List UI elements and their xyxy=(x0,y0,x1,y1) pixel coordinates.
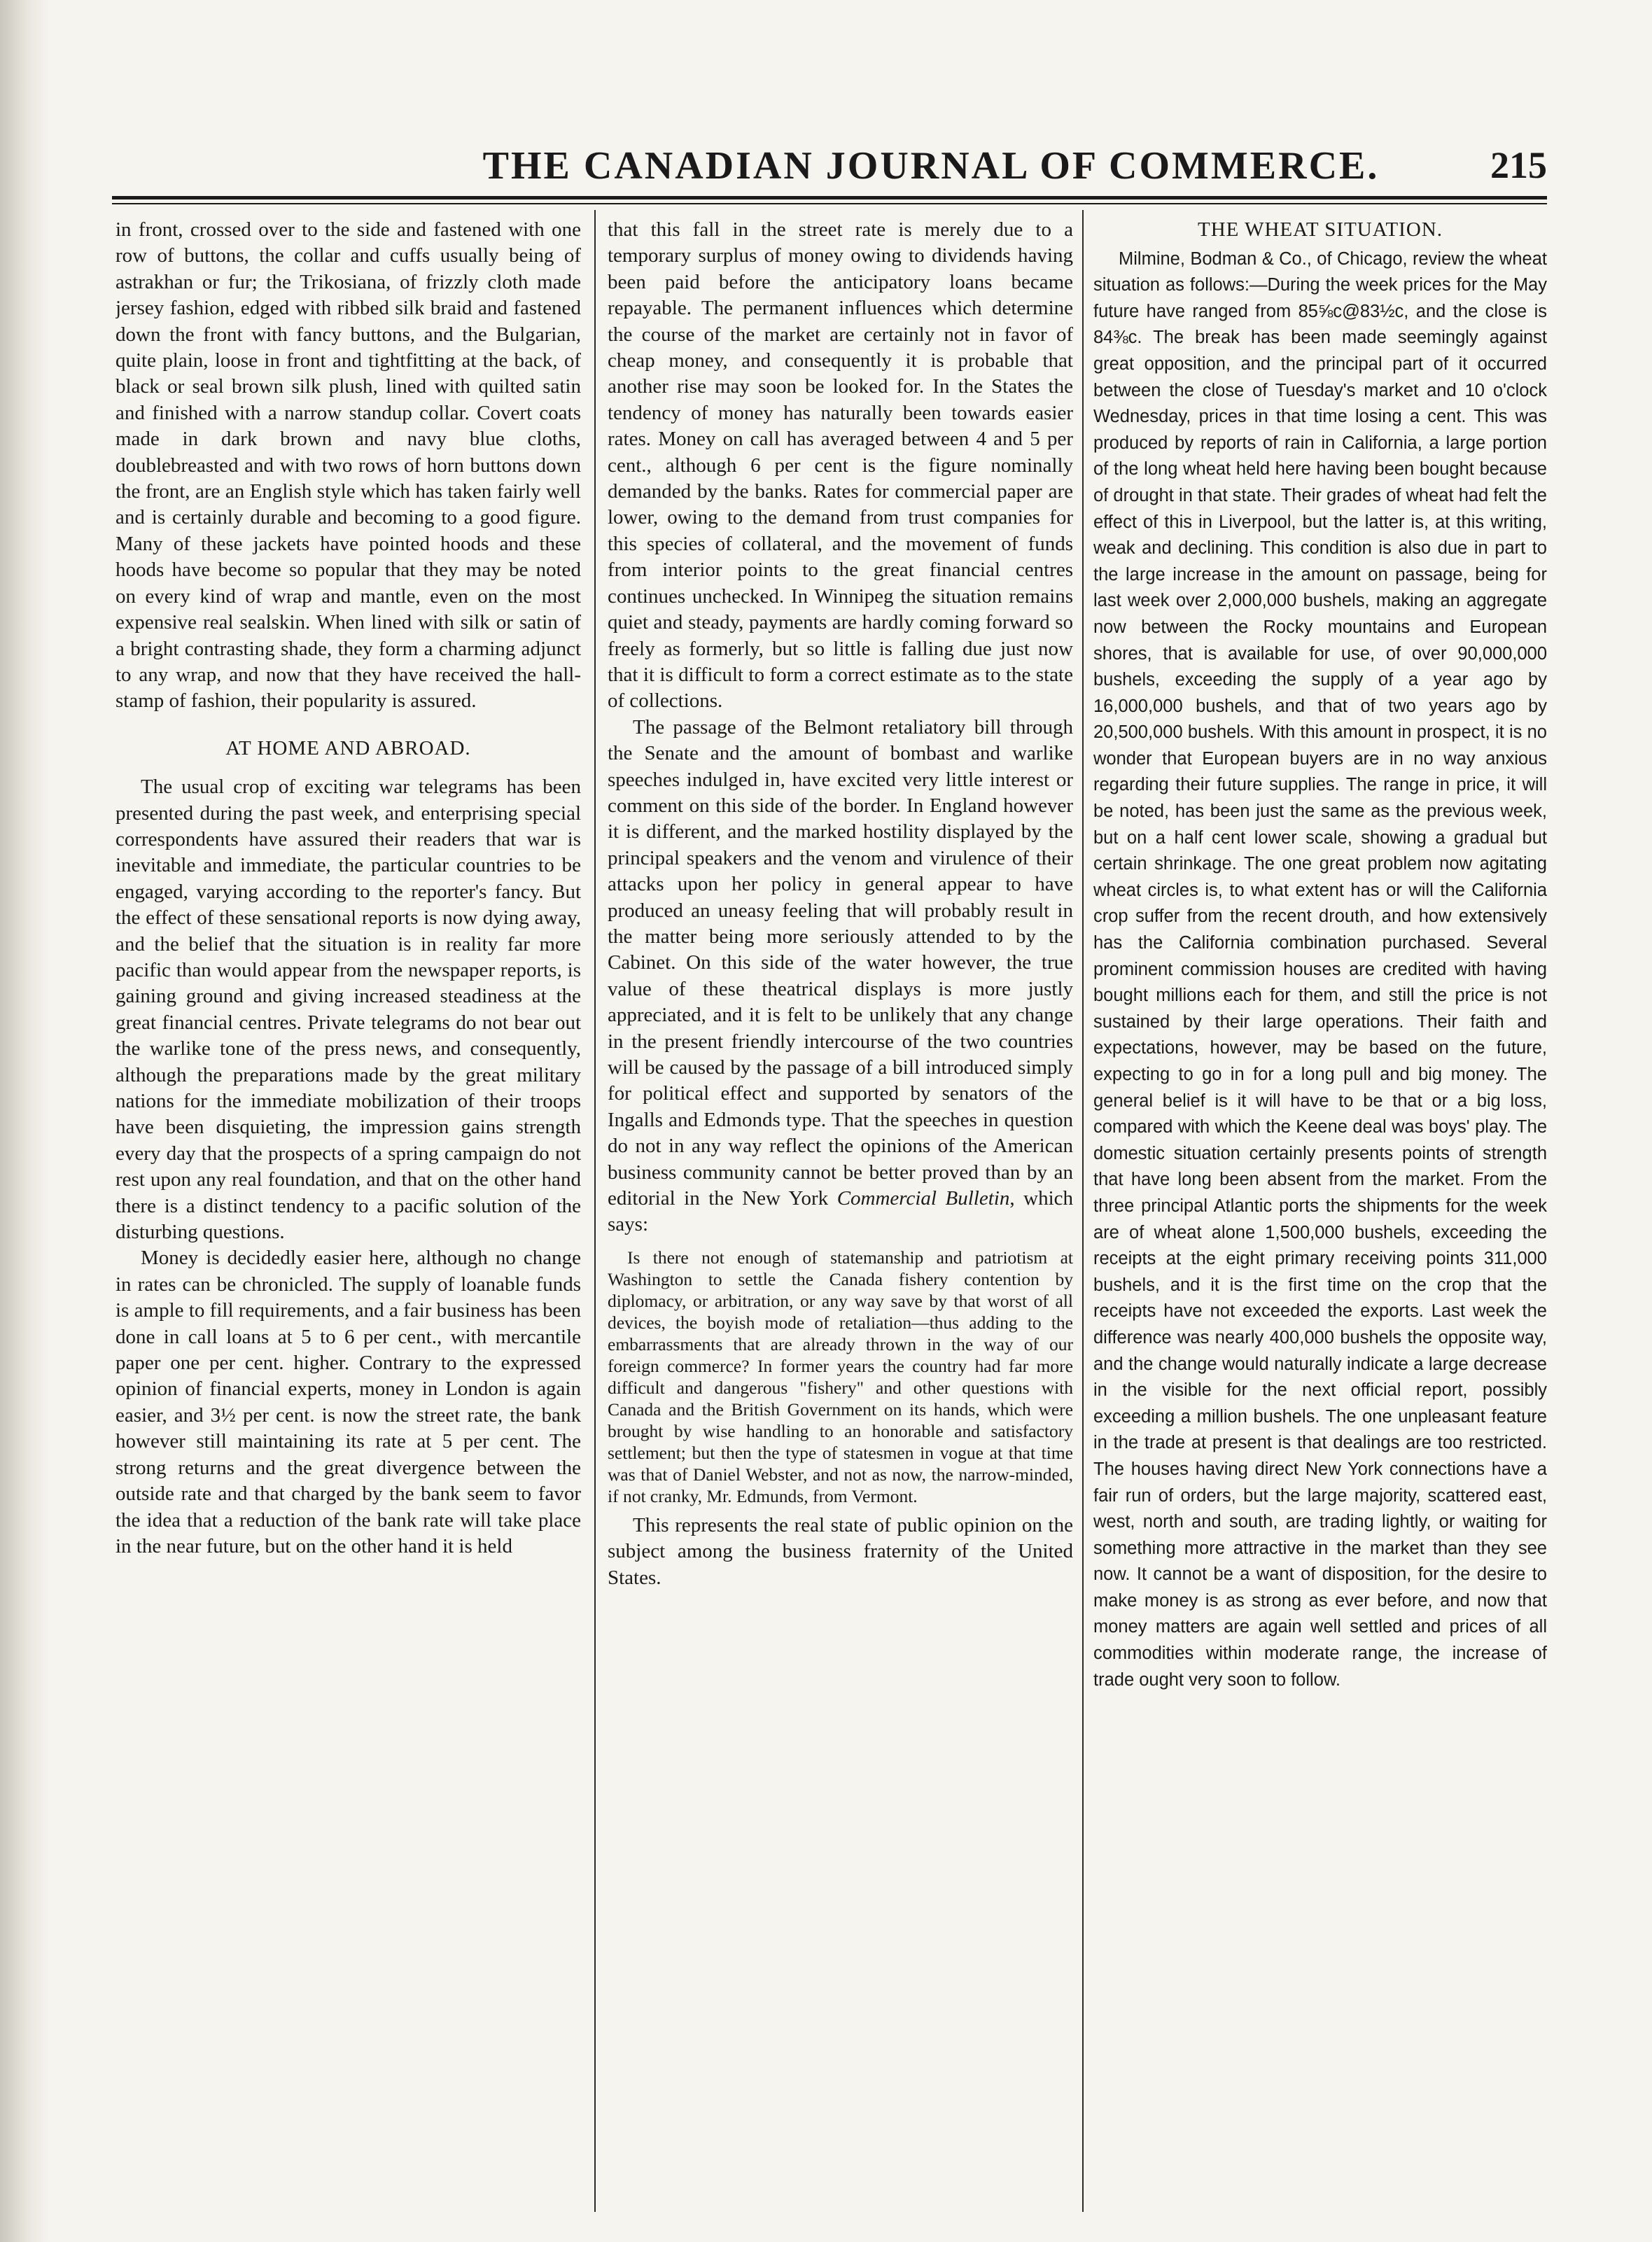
page-binding-shadow xyxy=(0,0,49,2242)
page-header xyxy=(112,143,1547,192)
page-number: 215 xyxy=(1490,144,1547,186)
column-divider-1 xyxy=(594,210,596,2212)
section-heading-wheat-situation: THE WHEAT SITUATION. xyxy=(1198,218,1443,241)
header-rule-thick xyxy=(112,196,1547,199)
column-2 xyxy=(608,217,1073,2212)
block-quote xyxy=(608,1247,1073,1507)
journal-title: THE CANADIAN JOURNAL OF COMMERCE. xyxy=(482,144,1380,188)
paragraph-text-end: , which says: xyxy=(608,1187,1073,1236)
publication-name: Commercial Bulletin xyxy=(836,1187,1010,1210)
column-3 xyxy=(1093,217,1547,2212)
article-paragraph: that this fall in the street rate is merely due to a temporary surplus of money owing to dividends having been paid before the anticipatory loans became repayable. The permanent influences which determine the course of the market are certainly not in favor of cheap money, and consequently it is probable that another rise may soon be looked for. In the States the tendency of money has naturally been towards easier rates. Money on call has averaged between 4 and 5 per cent., although 6 per cent is the figure nominally demanded by the banks. Rates for commercial paper are lower, owing to the demand from trust companies for this species of collateral, and the movement of funds from interior points to the great financial centres continues unchecked. In Winnipeg the situation remains quiet and steady, payments are hardly coming forward so freely as formerly, but so little is falling due just now that it is difficult to form a correct estimate as to the state of collections. xyxy=(608,218,1073,713)
article-paragraph: This represents the real state of public opinion on the subject among the business fraternity of the United States. xyxy=(608,1513,1073,1589)
quote-paragraph: Is there not enough of statemanship and patriotism at Washington to settle the Canada fishery contention by diplomacy, or arbitration, or any way save by that worst of all devices, the boyish mode of retaliation—thus adding to the embarrassments that are already thrown in the way of our foreign commerce? In former years the country had far more difficult and dangerous "fishery" and other questions with Canada and the British Government on its hands, which were brought by wise handling to an honorable and satisfactory settlement; but then the type of statesmen in vogue at that time was that of Daniel Webster, and not as now, the narrow-minded, if not cranky, Mr. Edmunds, from Vermont. xyxy=(608,1247,1073,1506)
column-divider-2 xyxy=(1082,210,1084,2212)
paragraph-text: The passage of the Belmont retaliatory bill through the Senate and the amount of bombast and warlike speeches indulged in, have excited very little interest or comment on this side of the border. In England however it is different, and the marked hostility displayed by the principal speakers and the venom and virulence of their attacks upon her policy in general appear to have produced an uneasy feeling that will probably result in the matter being more seriously attended to by the Cabinet. On this side of the water however, the true value of these theatrical displays is more justly appreciated, and it is felt to be unlikely that any change in the present friendly intercourse of the two countries will be caused by the passage of a bill introduced simply for political effect and supported by senators of the Ingalls and Edmonds type. That the speeches in question do not in any way reflect the opinions of the American business community cannot be better proved than by an editorial in the New York xyxy=(608,715,1073,1210)
article-paragraph: The usual crop of exciting war telegrams has been presented during the past week, and enterprising special correspondents have assured their readers that war is inevitable and immediate, the particular countries to be engaged, varying according to the reporter's fancy. But the effect of these sensational reports is now dying away, and the belief that the situation is in reality far more pacific than would appear from the newspaper reports, is gaining ground and giving increased steadiness at the great financial centres. Private telegrams do not bear out the warlike tone of the press news, and consequently, although the preparations made by the great military nations for the immediate mobilization of their troops have been disquieting, the impression gains strength every day that the prospects of a spring campaign do not rest upon any real foundation, and that on the other hand there is a distinct tendency to a pacific solution of the disturbing questions. xyxy=(115,776,581,1244)
article-paragraph: Milmine, Bodman & Co., of Chicago, review the wheat situation as follows:—During the week prices for the May future have ranged from 85⅝c@83½c, and the close is 84⅜c. The break has been made seemingly against great opposition, and the principal part of it occurred between the close of Tuesday's market and 10 o'clock Wednesday, prices in that time losing a cent. This was produced by reports of rain in California, a large portion of the long wheat held here having been bought because of drought in that state. Their grades of wheat had felt the effect of this in Liverpool, but the latter is, at this writing, weak and declining. This condition is also due in part to the large increase in the amount on passage, being for last week over 2,000,000 bushels, making an aggregate now between the Rocky mountains and European shores, that is available for use, of over 90,000,000 bushels, exceeding the supply of a year ago by 16,000,000 bushels, and that of two years ago by 20,500,000 bushels. With this amount in prospect, it is no wonder that European buyers are in no way anxious regarding their future supplies. The range in price, it will be noted, has been just the same as the previous week, but on a half cent lower scale, showing a gradual but certain shrinkage. The one great problem now agitating wheat circles is, to what extent has or will the California crop suffer from the recent drouth, and how extensively has the California combination purchased. Several prominent commission houses are credited with having bought millions each for them, and still the price is not sustained by their large operations. Their faith and expectations, however, may be based on the future, expecting to go in for a long pull and big money. The general belief is it will have to be that or a big loss, compared with which the Keene deal was boys' play. The domestic situation certainly presents points of strength that have long been absent from the market. From the three principal Atlantic ports the shipments for the week are of wheat alone 1,500,000 bushels, exceeding the receipts at the eight primary receiving points 311,000 bushels, and it is the first time on the crop that the receipts have not exceeded the exports. Last week the difference was nearly 400,000 bushels the opposite way, and the change would naturally indicate a large decrease in the visible for the next official report, possibly exceeding a million bushels. The one unpleasant feature in the trade at present is that dealings are too restricted. The houses having direct New York connections have a fair run of orders, but the large majority, scattered east, west, north and south, are trading lightly, or waiting for something more attractive in the market than they see now. It cannot be a want of disposition, for the desire to make money is as strong as ever before, and now that money matters are again well settled and prices of all commodities within moderate range, the increase of trade ought very soon to follow. xyxy=(1093,248,1547,1690)
article-paragraph: Money is decidedly easier here, although no change in rates can be chronicled. The supply of loanable funds is ample to fill requirements, and a fair business has been done in call loans at 5 to 6 per cent., with mercantile paper one per cent. higher. Contrary to the expressed opinion of financial experts, money in London is again easier, and 3½ per cent. is now the street rate, the bank however still maintaining its rate at 5 per cent. The strong returns and the great divergence between the outside rate and that charged by the bank seem to favor the idea that a reduction of the bank rate will take place in the near future, but on the other hand it is held xyxy=(115,1247,581,1557)
article-paragraph xyxy=(608,715,1073,1238)
column-1 xyxy=(115,217,581,2212)
section-heading-home-abroad: AT HOME AND ABROAD. xyxy=(225,736,471,759)
continued-paragraph: in front, crossed over to the side and fastened with one row of buttons, the collar and cuffs usually being of astrakhan or fur; the Trikosiana, of frizzly cloth made jersey fashion, edged with ribbed silk braid and fastened down the front with fancy buttons, and the Bulgarian, quite plain, loose in front and tightfitting at the back, of black or seal brown silk plush, lined with quilted satin and finished with a narrow standup collar. Covert coats made in dark brown and navy blue cloths, doublebreasted and with two rows of horn buttons down the front, are an English style which has taken fairly well and is certainly durable and becoming to a good figure. Many of these jackets have pointed hoods and these hoods have become so popular that they may be noted on every kind of wrap and mantle, even on the most expensive real sealskin. When lined with silk or satin of a bright contrasting shade, they form a charming adjunct to any wrap, and now that they have received the hall-stamp of fashion, their popularity is assured. xyxy=(115,218,581,713)
header-rule-thin xyxy=(112,203,1547,204)
